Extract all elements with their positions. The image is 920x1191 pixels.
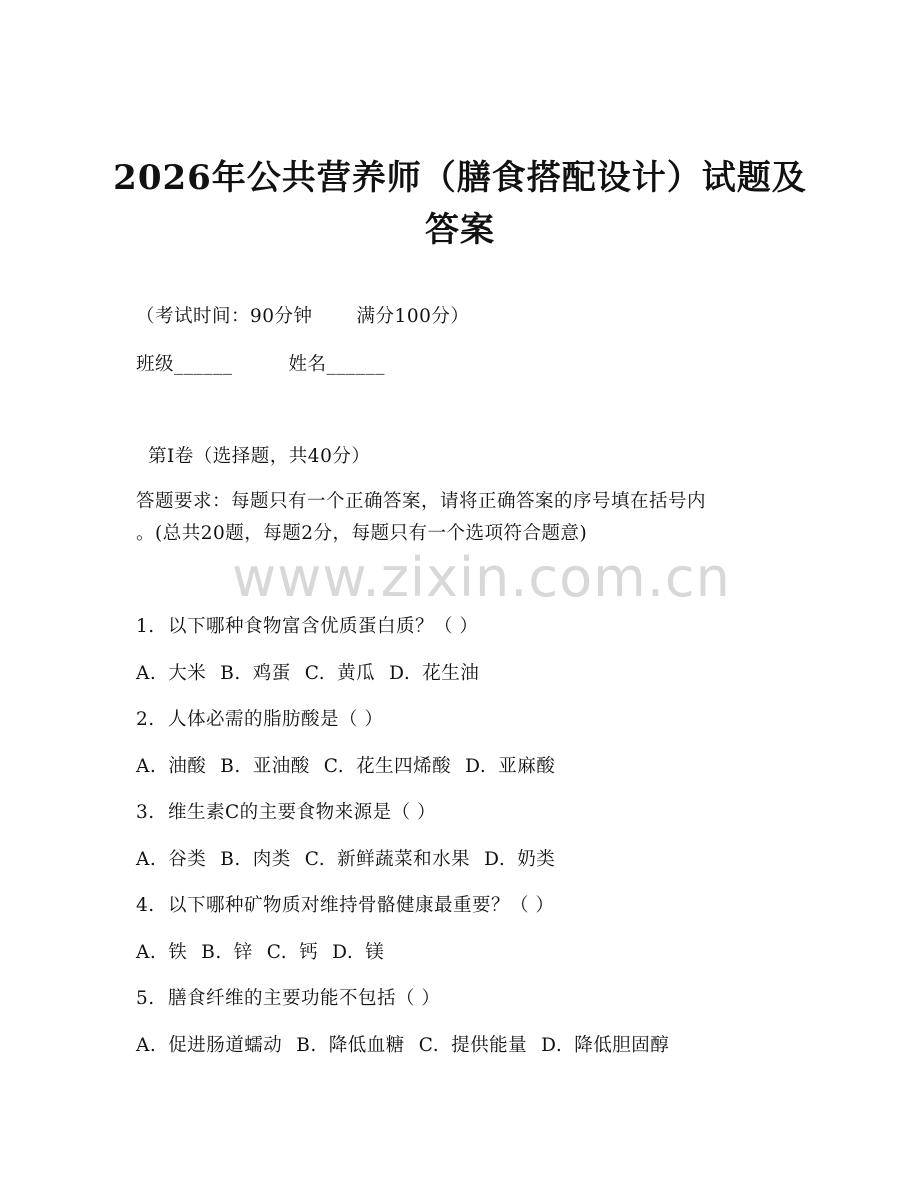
class-field: 班级______ [136,354,233,375]
option-text: 铁 [168,941,188,963]
option-text: 镁 [365,941,385,963]
question-options [136,938,398,964]
option-letter: B. [220,848,241,870]
option-text: 亚麻酸 [498,755,556,777]
question-text [136,891,554,917]
question-number: 2. [136,709,155,730]
option-text: 促进肠道蠕动 [168,1034,283,1056]
option-letter: A. [136,848,157,870]
question-text [136,798,436,824]
option-text: 亚油酸 [252,755,310,777]
option-letter: D. [484,848,506,870]
option-letter: B. [201,941,222,963]
answer-option [220,752,310,778]
option-letter: B. [220,662,241,684]
answer-option [296,1031,405,1057]
name-field: 姓名______ [288,354,386,375]
option-letter: A. [136,755,157,777]
option-text: 新鲜蔬菜和水果 [337,848,471,870]
option-letter: C. [418,1034,440,1056]
option-text: 提供能量 [451,1034,528,1056]
answer-option [305,845,470,871]
option-letter: C. [323,755,345,777]
option-text: 花生四烯酸 [356,755,452,777]
question-stem: 维生素C的主要食物来源是（ ） [168,802,437,823]
option-text: 降低血糖 [328,1034,405,1056]
instructions-line-2: 。(总共20题，每题2分，每题只有一个选项符合题意) [136,523,588,544]
exam-info [136,302,469,328]
option-letter: B. [220,755,241,777]
question-stem: 膳食纤维的主要功能不包括（ ） [168,988,441,1009]
answer-option [136,1031,282,1057]
question-options [136,659,493,685]
answer-option [136,752,206,778]
question-options [136,752,569,778]
question-options [136,845,569,871]
option-text: 锌 [233,941,253,963]
answer-option [465,752,555,778]
answer-option [484,845,555,871]
option-letter: A. [136,941,157,963]
question-number: 4. [136,895,155,916]
document-title [60,152,860,256]
question-stem: 人体必需的脂肪酸是（ ） [168,709,384,730]
option-text: 鸡蛋 [252,662,291,684]
question-text [136,612,478,638]
full-score: 满分100分） [356,306,470,327]
answer-option [305,659,375,685]
option-text: 黄瓜 [337,662,376,684]
option-letter: C. [304,662,326,684]
option-text: 大米 [168,662,207,684]
option-letter: B. [296,1034,317,1056]
answer-option [136,659,206,685]
question-text [136,984,440,1010]
answer-option [267,938,318,964]
answer-option [419,1031,527,1057]
answer-option [220,845,291,871]
answer-option [324,752,451,778]
instructions-line-1: 答题要求：每题只有一个正确答案，请将正确答案的序号填在括号内 [136,491,707,512]
answer-option [332,938,384,964]
exam-time: （考试时间：90分钟 [136,306,313,327]
answer-option [136,938,187,964]
option-text: 奶类 [517,848,556,870]
question-stem: 以下哪种食物富含优质蛋白质？（ ） [168,616,479,637]
question-number: 3. [136,802,155,823]
answer-option [220,659,291,685]
title-line-2: 答案 [425,210,495,250]
watermark: www.zixin.com.cn [232,546,731,609]
option-text: 油酸 [168,755,207,777]
option-text: 花生油 [422,662,480,684]
option-text: 降低胆固醇 [574,1034,670,1056]
title-line-1: 2026年公共营养师（膳食搭配设计）试题及 [113,158,807,198]
answer-option [201,938,253,964]
question-number: 1. [136,616,155,637]
option-letter: A. [136,1034,157,1056]
option-letter: D. [541,1034,563,1056]
question-text [136,705,383,731]
option-letter: A. [136,662,157,684]
option-text: 钙 [299,941,319,963]
question-options [136,1031,683,1057]
answer-option [389,659,479,685]
option-text: 肉类 [252,848,291,870]
option-letter: C. [266,941,288,963]
option-text: 谷类 [168,848,207,870]
question-stem: 以下哪种矿物质对维持骨骼健康最重要？（ ） [168,895,555,916]
student-info [136,350,385,376]
answer-option [541,1031,669,1057]
section-title: 第I卷（选择题，共40分） [148,446,371,467]
option-letter: D. [332,941,354,963]
question-number: 5. [136,988,155,1009]
option-letter: D. [465,755,487,777]
answer-option [136,845,206,871]
option-letter: D. [389,662,411,684]
option-letter: C. [304,848,326,870]
